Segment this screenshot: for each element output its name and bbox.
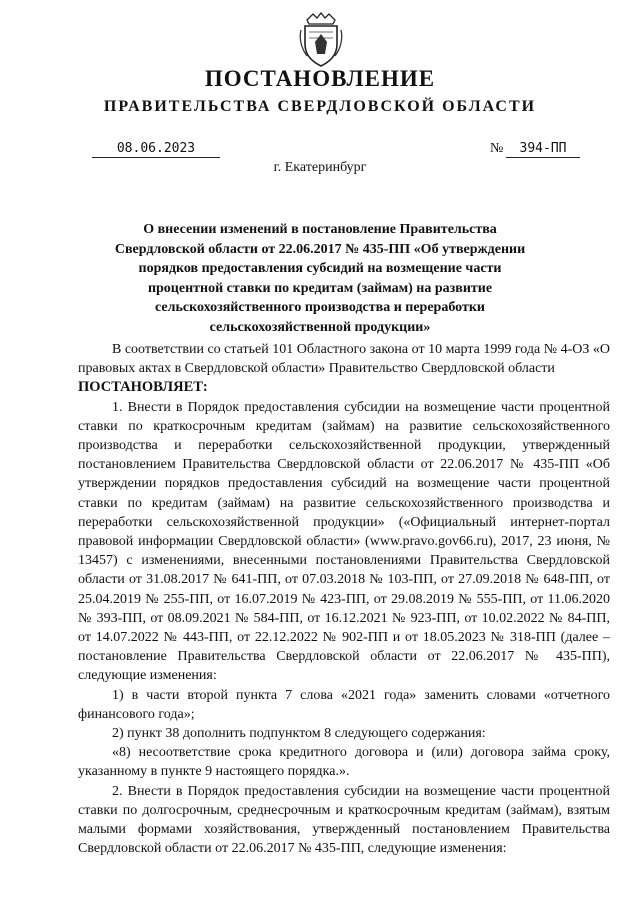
decree-word: ПОСТАНОВЛЯЕТ: (78, 379, 208, 396)
document-title: ПОСТАНОВЛЕНИЕ (204, 66, 436, 91)
document-city: г. Екатеринбург (273, 160, 367, 175)
document-date: 08.06.2023 (92, 140, 220, 158)
item-1-subitem-1: 1) в части второй пункта 7 слова «2021 года» заменить словами «отчетного финансового года»; (78, 687, 610, 722)
number-sign: № (490, 141, 504, 156)
document-subtitle: ПРАВИТЕЛЬСТВА СВЕРДЛОВСКОЙ ОБЛАСТИ (103, 98, 537, 115)
document-body (78, 340, 610, 858)
coat-of-arms-icon (297, 12, 345, 68)
intro-paragraph: В соответствии со статьей 101 Областного закона от 10 марта 1999 года № 4-ОЗ «О правовых актах в Свердловской области» Правительство Свердловской области (78, 342, 610, 377)
item-1-subitem-2: 2) пункт 38 дополнить подпунктом 8 следующего содержания: (112, 726, 486, 742)
item-1: 1. Внести в Порядок предоставления субсидии на возмещение части процентной ставки по краткосрочным кредитам (займам) на развитие сельскохозяйственного производства и переработки сельскохозяйственной продукции, утвержденный постановлением Правительства Свердловской области от 22.06.2017 № 435-ПП «Об утверждении порядков предоставления субсидий на возмещение части процентной ставки по кредитам (займам) на развитие сельскохозяйственного производства и переработки сельскохозяйственной продукции» («Официальный интернет-портал правовой информации Свердловской области» (www.pravo.gov66.ru), 2017, 23 июня, № 13457) с изменениями, внесенными постановлениями Правительства Свердловской области от 31.08.2017 № 641-ПП, от 07.03.2018 № 103-ПП, от 27.09.2018 № 648-ПП, от 25.04.2019 № 255-ПП, от 16.07.2019 № 423-ПП, от 29.08.2019 № 555-ПП, от 11.06.2020 № 393-ПП, от 08.09.2021 № 584-ПП, от 16.12.2021 № 923-ПП, от 10.02.2022 № 84-ПП, от 14.07.2022 № 443-ПП, от 22.12.2022 № 902-ПП и от 18.05.2023 № 318-ПП (далее – постановление Правительства Свердловской области от 22.06.2017 № 435-ПП), следующие изменения: (78, 399, 610, 684)
item-1-subitem-2-text: «8) несоответствие срока кредитного договора и (или) договора займа сроку, указанному в пункте 9 настоящего порядка.». (78, 745, 610, 780)
item-2: 2. Внести в Порядок предоставления субсидии на возмещение части процентной ставки по долгосрочным, среднесрочным и краткосрочным кредитам (займам), взятым малыми формами хозяйствования, утвержденный постановлением Правительства Свердловской области от 22.06.2017 № 435-ПП, следующие изменения: (78, 783, 610, 857)
document-number: 394-ПП (506, 140, 580, 158)
document-heading: О внесении изменений в постановление Правительства Свердловской области от 22.06.2017 № 435-ПП «Об утверждении порядков предоставления субсидий на возмещение части процентной ставки по кредитам (займам) на развитие сельскохозяйственного производства и переработки сельскохозяйственной продукции» (114, 222, 526, 335)
